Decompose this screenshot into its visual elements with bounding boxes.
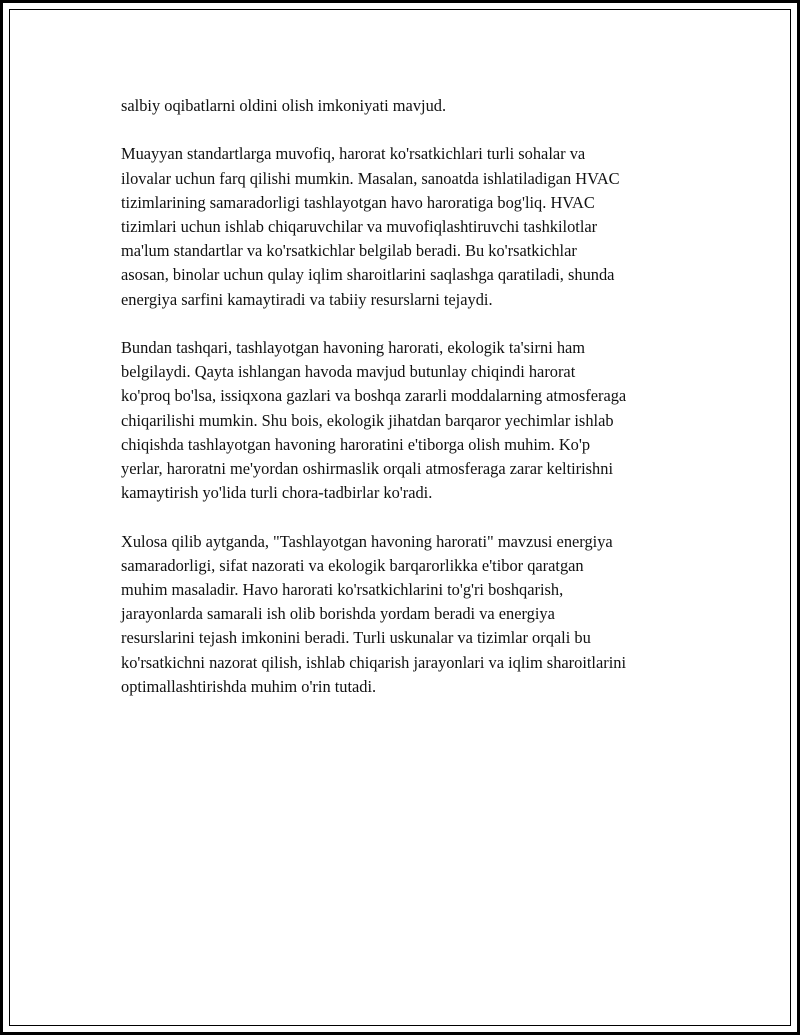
document-body [121, 94, 701, 723]
text-line: tizimlari uchun ishlab chiqaruvchilar va muvofiqlashtiruvchi tashkilotlar [121, 217, 598, 236]
paragraph-2 [121, 142, 701, 311]
text-line: chiqishda tashlayotgan havoning haroratini e'tiborga olish muhim. Ko'p [121, 434, 591, 454]
paragraph-1 [121, 94, 701, 118]
text-line: muhim masaladir. Havo harorati ko'rsatkichlarini to'g'ri boshqarish, [121, 580, 564, 600]
text-line: jarayonlarda samarali ish olib borishda yordam beradi va energiya [121, 604, 555, 624]
text-line: energiya sarfini kamaytiradi va tabiiy resurslarni tejaydi. [121, 289, 493, 309]
text-line: chiqarilishi mumkin. Shu bois, ekologik jihatdan barqaror yechimlar ishlab [121, 410, 614, 430]
text-line: Xulosa qilib aytganda, "Tashlayotgan havoning harorati" mavzusi energiya [121, 531, 613, 551]
text-line: Bundan tashqari, tashlayotgan havoning harorati, ekologik ta'sirni ham [121, 338, 586, 357]
text-line: salbiy oqibatlarni oldini olish imkoniyati mavjud. [121, 96, 447, 115]
text-line: optimallashtirishda muhim o'rin tutadi. [121, 676, 377, 696]
text-line: ilovalar uchun farq qilishi mumkin. Masalan, sanoatda ishlatiladigan HVAC [121, 168, 620, 188]
text-line: yerlar, haroratni me'yordan oshirmaslik orqali atmosferaga zarar keltirishni [121, 459, 614, 479]
paragraph-3 [121, 336, 701, 505]
text-line: samaradorligi, sifat nazorati va ekologik barqarorlikka e'tibor qaratgan [121, 555, 584, 575]
text-line: asosan, binolar uchun qulay iqlim sharoitlarini saqlashga qaratiladi, shunda [121, 265, 615, 285]
text-line: resurslarini tejash imkonini beradi. Turli uskunalar va tizimlar orqali bu [121, 628, 591, 648]
text-line: kamaytirish yo'lida turli chora-tadbirlar ko'radi. [121, 483, 433, 503]
text-line: Muayyan standartlarga muvofiq, harorat ko'rsatkichlari turli sohalar va [121, 144, 586, 164]
text-line: ma'lum standartlar va ko'rsatkichlar belgilab beradi. Bu ko'rsatkichlar [121, 241, 577, 261]
text-line: belgilaydi. Qayta ishlangan havoda mavjud butunlay chiqindi harorat [121, 362, 576, 382]
text-line: ko'rsatkichni nazorat qilish, ishlab chiqarish jarayonlari va iqlim sharoitlarini [121, 652, 627, 672]
text-line: ko'proq bo'lsa, issiqxona gazlari va boshqa zararli moddalarning atmosferaga [121, 386, 627, 406]
paragraph-4 [121, 530, 701, 699]
text-line: tizimlarining samaradorligi tashlayotgan havo haroratiga bog'liq. HVAC [121, 192, 595, 212]
